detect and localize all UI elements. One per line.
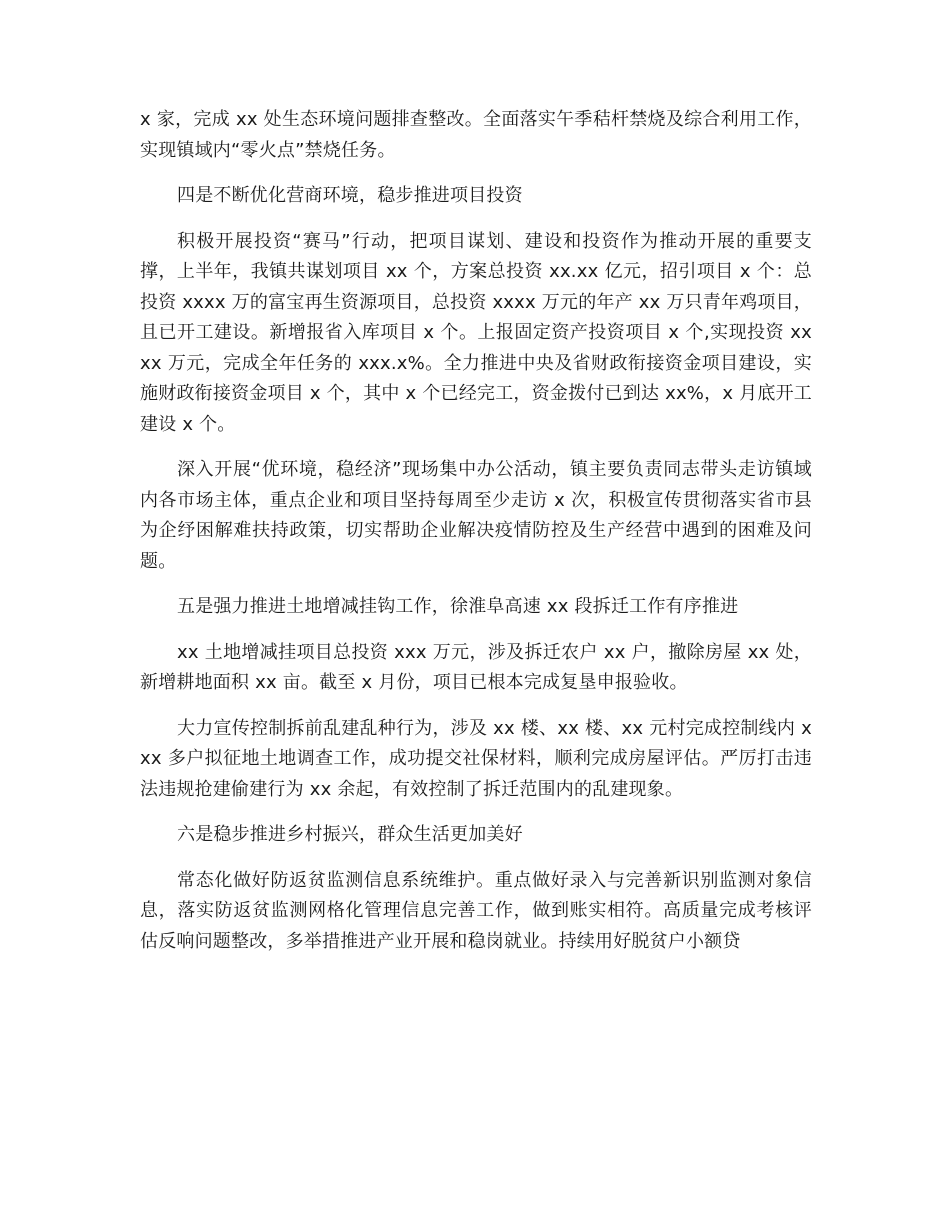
document-body (140, 105, 812, 957)
paragraph-onsite-office-activity: 深入开展“优环境，稳经济”现场集中办公活动，镇主要负责同志带头走访镇域内各市场主体，重点企业和项目坚持每周至少走访 x 次，积极宣传贯彻落实省市县为企纾困解难扶持政策，切实帮助企业解决疫情防控及生产经营中遇到的困难及问题。 (140, 459, 812, 572)
paragraph-land-project: xx 土地增减挂项目总投资 xxx 万元，涉及拆迁农户 xx 户，撤除房屋 xx 处，新增耕地面积 xx 亩。截至 x 月份，项目已根本完成复垦申报验收。 (140, 641, 812, 693)
section-heading-business-environment: 四是不断优化营商环境，稳步推进项目投资 (177, 185, 523, 206)
paragraph-investment-projects: 积极开展投资“赛马”行动，把项目谋划、建设和投资作为推动开展的重要支撑，上半年，我镇共谋划项目 xx 个，方案总投资 xx.xx 亿元，招引项目 x 个：总投资 xxxx 万的富宝再生资源项目，总投资 xxxx 万元的年产 xx 万只青年鸡项目，且已开工建设。新增报省入库项目 x 个。上报固定资产投资项目 x 个,实现投资 xxxx 万元，完成全年任务的 xxx.x%。全力推进中央及省财政衔接资金项目建设，实施财政衔接资金项目 x 个，其中 x 个已经完工，资金拨付已到达 xx%，x 月底开工建设 x 个。 (140, 230, 812, 435)
section-heading-rural-revitalization: 六是稳步推进乡村振兴，群众生活更加美好 (177, 824, 523, 845)
paragraph-poverty-monitoring: 常态化做好防返贫监测信息系统维护。重点做好录入与完善新识别监测对象信息，落实防返贫监测网格化管理信息完善工作，做到账实相符。高质量完成考核评估反响问题整改，多举措推进产业开展和稳岗就业。持续用好脱贫户小额贷 (140, 869, 812, 952)
paragraph-illegal-construction-control: 大力宣传控制拆前乱建乱种行为，涉及 xx 楼、xx 楼、xx 元村完成控制线内 xxx 多户拟征地土地调查工作，成功提交社保材料，顺利完成房屋评估。严厉打击违法违规抢建偷建行为 xx 余起，有效控制了拆迁范围内的乱建现象。 (140, 717, 812, 800)
section-heading-land-and-demolition: 五是强力推进土地增减挂钩工作，徐淮阜高速 xx 段拆迁工作有序推进 (177, 596, 739, 617)
paragraph-environment-continued: x 家，完成 xx 处生态环境问题排查整改。全面落实午季秸杆禁烧及综合利用工作，实现镇域内“零火点”禁烧任务。 (140, 109, 812, 161)
